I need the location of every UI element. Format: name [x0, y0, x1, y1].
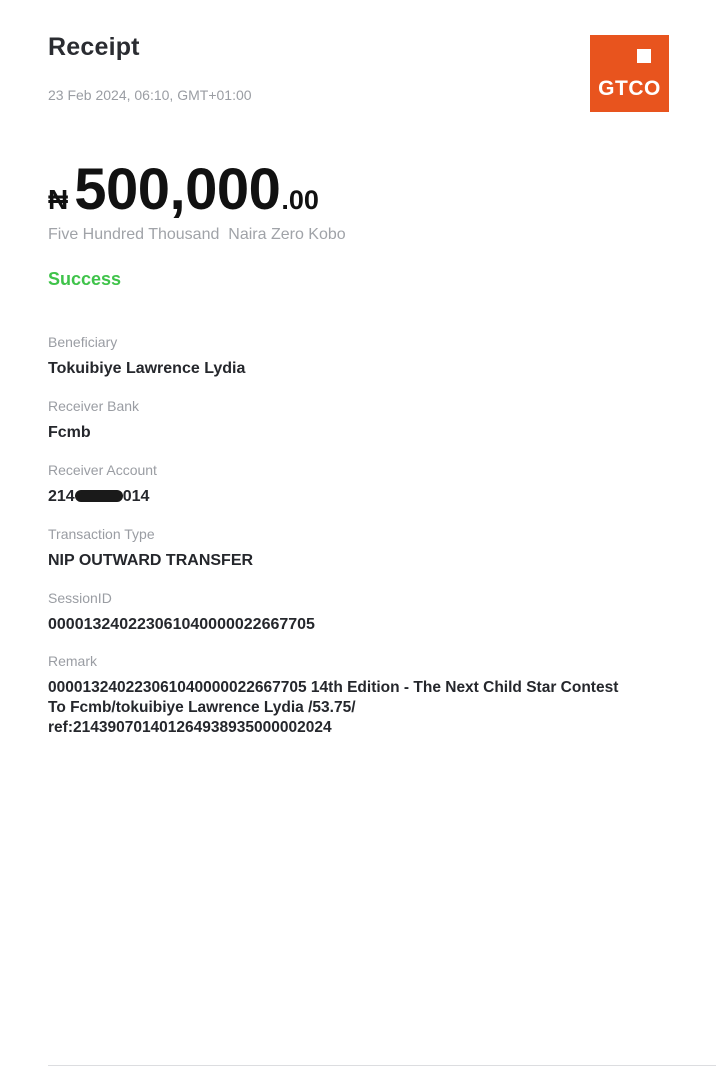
field-label: Remark [48, 653, 98, 669]
field-beneficiary [48, 333, 716, 379]
field-label: Beneficiary [48, 334, 118, 350]
field-label: SessionID [48, 590, 112, 606]
amount-in-words: Five Hundred Thousand Naira Zero Kobo [48, 226, 346, 243]
amount-main: 500,000 [74, 157, 281, 222]
field-value: Fcmb [48, 424, 91, 441]
field-label: Transaction Type [48, 526, 155, 542]
status-badge: Success [48, 269, 122, 289]
field-value: 000013240223061040000022667705 [48, 616, 315, 633]
field-value: 000013240223061040000022667705 14th Edition - The Next Child Star Contest To Fcmb/tokuibiye Lawrence Lydia /53.75/ ref:214390701401264938935000002024 [48, 679, 619, 736]
amount-display [48, 156, 319, 224]
field-session-id [48, 589, 716, 635]
gtco-logo [590, 35, 669, 112]
redaction-mask [75, 490, 123, 502]
field-label: Receiver Account [48, 462, 157, 478]
field-value [48, 487, 716, 507]
field-label: Receiver Bank [48, 398, 140, 414]
account-suffix: 014 [122, 488, 150, 505]
field-remark [48, 652, 716, 738]
amount-cents: .00 [281, 185, 319, 215]
receipt-timestamp: 23 Feb 2024, 06:10, GMT+01:00 [48, 87, 252, 103]
field-value: Tokuibiye Lawrence Lydia [48, 360, 246, 377]
logo-text: GTCO [598, 77, 661, 100]
account-prefix: 214 [48, 488, 75, 505]
field-receiver-account [48, 461, 716, 507]
naira-symbol: ₦ [48, 184, 69, 215]
field-transaction-type [48, 525, 716, 571]
bottom-divider [48, 1065, 716, 1066]
logo-square-icon [637, 49, 651, 63]
page-title: Receipt [48, 33, 140, 61]
field-receiver-bank [48, 397, 716, 443]
field-value: NIP OUTWARD TRANSFER [48, 552, 254, 569]
